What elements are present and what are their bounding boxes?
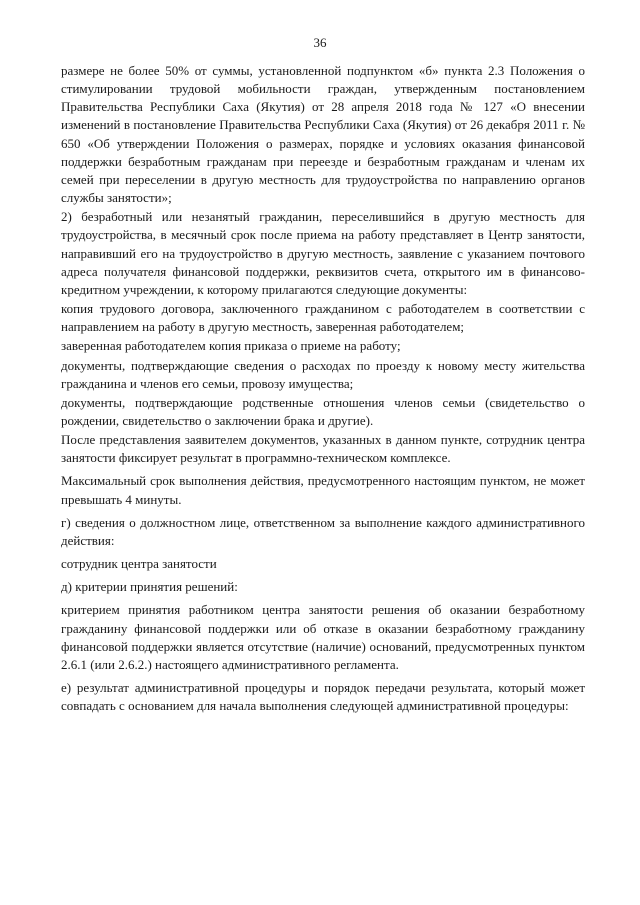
paragraph-financial-support-amount: размере не более 50% от суммы, установленной подпунктом «б» пункта 2.3 Положения о стимулировании трудовой мобильности граждан, утвержденным постановлением Правительства Республики Саха (Якутия) от 28 апреля 2018 года № 127 «О внесении изменений в постановление Правительства Республики Саха (Якутия) от 26 декабря 2011 г. № 650 «Об утверждении Положения о размерах, порядке и условиях оказания финансовой поддержки безработным гражданам при переезде и безработным гражданам и членам их семей при переселении в другую местность для трудоустройства по направлению органов службы занятости»; [61, 63, 585, 206]
paragraph-hiring-order-copy: заверенная работодателем копия приказа о приеме на работу; [61, 338, 401, 354]
paragraph-procedure-result: е) результат административной процедуры и порядок передачи результата, который может совпадать с основанием для начала выполнения следующей административной процедуры: [61, 680, 585, 714]
page-number: 36 [313, 35, 327, 50]
paragraph-travel-expense-documents: документы, подтверждающие сведения о расходах по проезду к новому месту жительства гражданина и членов его семьи, провозу имущества; [61, 357, 585, 391]
paragraph-kinship-documents: документы, подтверждающие родственные отношения членов семьи (свидетельство о рождении, свидетельство о заключении брака и другие). [61, 394, 585, 428]
paragraph-result-recording: После представления заявителем документов, указанных в данном пункте, сотрудник центра занятости фиксирует результат в программно-техническом комплексе. [61, 432, 585, 466]
paragraph-responsible-official: г) сведения о должностном лице, ответственном за выполнение каждого административного действия: [61, 514, 585, 548]
paragraph-decision-criterion: критерием принятия работником центра занятости решения об оказании безработному гражданину финансовой поддержки или об отказе в оказании безработному гражданину финансовой поддержки является отсутствие (наличие) оснований, предусмотренных пунктом 2.6.1 (или 2.6.2.) настоящего административного регламента. [61, 602, 585, 672]
paragraph-relocated-citizen: 2) безработный или незанятый гражданин, переселившийся в другую местность для трудоустройства, в месячный срок после приема на работу представляет в Центр занятости, направивший его на трудоустройство в другую местность, заявление с указанием почтового адреса получателя финансовой поддержки, реквизитов счета, открытого им в финансово-кредитном учреждении, к которому прилагаются следующие документы: [61, 209, 585, 297]
paragraph-employment-center-employee: сотрудник центра занятости [61, 556, 217, 572]
document-body [61, 62, 585, 715]
paragraph-labor-contract-copy: копия трудового договора, заключенного гражданином с работодателем в соответствии с направлением на работу в другую местность, заверенная работодателем; [61, 301, 585, 335]
paragraph-max-duration: Максимальный срок выполнения действия, предусмотренного настоящим пунктом, не может превышать 4 минуты. [61, 473, 585, 507]
paragraph-decision-criteria-heading: д) критерии принятия решений: [61, 579, 238, 595]
